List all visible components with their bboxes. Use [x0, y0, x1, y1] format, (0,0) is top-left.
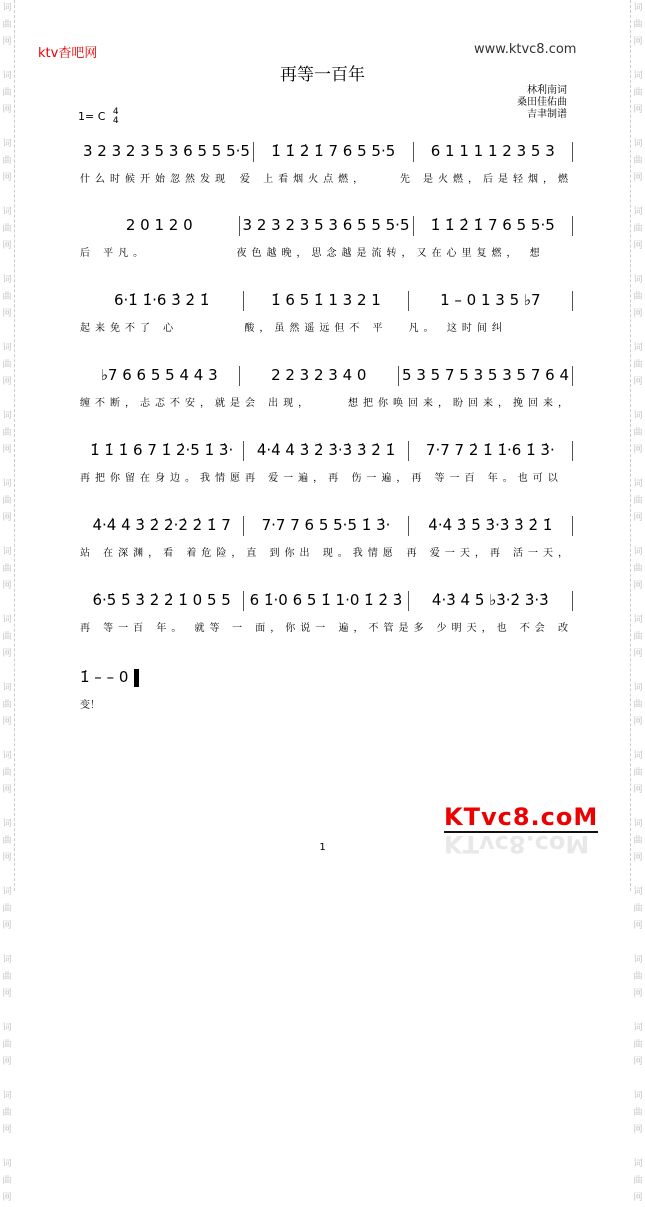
- lyrics-row: [80, 319, 573, 334]
- measure: 1̇ 1̇ 1̇ 6 7 1̇ 2̇·5 1̇ 3̇·: [90, 441, 234, 459]
- barline: [572, 216, 573, 236]
- lyric-segment: 酸，虽然遥远但不 平: [244, 323, 388, 334]
- measure: 1 – 0 1 3 5 ♭7: [440, 291, 541, 309]
- measure: 7·7 7 2̇ 1̇ 1̇·6 1̇ 3̇·: [425, 441, 555, 459]
- measure: 2 2 3 2 3 4 0: [271, 366, 367, 384]
- watermark-right: 词 曲 网 词 曲 网 词 曲 网 词 曲 网 词 曲 网 词 曲 网 词 曲 网 词 曲 网 词 曲 网 词 曲 网 词 曲 网 词 曲 网 词 曲 网 词 曲 网 词 曲 网 词 曲 网 词 曲 网 词 曲 网: [630, 0, 645, 891]
- key-signature: [78, 108, 119, 126]
- barline: [572, 366, 573, 386]
- notes-row: [80, 439, 573, 461]
- lyrics-row: [80, 394, 573, 409]
- measure: 1̇ 6 5 1̇ 1 3 2 1: [271, 291, 381, 309]
- lyric-segment: 什么时候开始忽然发现: [80, 174, 230, 185]
- measure: 6 1̇·0 6 5 1̇ 1·0 1̇ 2̇ 3̇: [249, 591, 403, 609]
- notes-row: [80, 514, 573, 536]
- page-number: 1: [319, 842, 326, 853]
- measure: 7·7 7 6 5 5·5 1̇ 3̇·: [261, 516, 391, 534]
- measure: 5 3 5 7 5 3 5 3 5 7 6 4: [402, 366, 570, 384]
- lyric-segment: 就是会 出现，: [215, 398, 314, 409]
- measure: 6̇·5̇ 5̇ 3̇ 2̇ 2̇ 1̇ 0 5 5: [92, 591, 231, 609]
- measure: 6 1 1 1 1 2 3 5 3: [430, 142, 555, 160]
- measure: 4̇·4̇ 3̇ 5̇ 3̇·3̇ 3̇ 2̇ 1̇: [428, 516, 553, 534]
- watermark-left: 词 曲 网 词 曲 网 词 曲 网 词 曲 网 词 曲 网 词 曲 网 词 曲 网 词 曲 网 词 曲 网 词 曲 网 词 曲 网 词 曲 网 词 曲 网 词 曲 网 词 曲 网 词 曲 网 词 曲 网 词 曲 网: [0, 0, 15, 891]
- footer-logo-reflection: KTvc8.coM: [444, 830, 590, 858]
- lyrics-row: [80, 544, 573, 559]
- barline: [572, 591, 573, 611]
- barline: [572, 291, 573, 311]
- measure: 2 0 1 2 0: [125, 216, 193, 234]
- time-sig-bottom: 4: [112, 116, 119, 126]
- measure: 4̇·3̇ 4̇ 5̇ ♭3̇·2̇ 3̇·3̇: [431, 591, 549, 609]
- notes-row: [80, 589, 573, 611]
- end-barline: [134, 669, 139, 687]
- measure: ♭7 6 6 5 5 4 4 3: [100, 366, 218, 384]
- final-lyric: 变！: [80, 700, 100, 711]
- lyric-segment: 夜色越晚，思念越是流转，: [236, 248, 417, 259]
- lyric-segment: 直 到你出 现。我情愿: [246, 548, 398, 559]
- measure: 3 2 3 2 3 5 3 6 5 5 5·5: [242, 216, 410, 234]
- lyric-segment: 先 是火燃，后是轻烟，燃: [399, 174, 573, 185]
- lyrics-row: [80, 244, 573, 259]
- measure: 4̇·4̇ 4̇ 3̇ 2̇ 3̇·3̇ 3̇ 2̇ 1̇: [256, 441, 396, 459]
- notes-row: [80, 214, 573, 236]
- credits: [517, 85, 567, 121]
- notes-row: [80, 140, 573, 162]
- lyric-segment: 一 面，你说一 遍，不管是: [232, 623, 414, 634]
- score-line: [80, 514, 573, 559]
- lyric-segment: 再把你留在身边。我情愿: [80, 473, 245, 484]
- lyrics-row: [80, 619, 573, 634]
- lyric-segment: 多 少明天，也 不会 改: [413, 623, 573, 634]
- lyrics-row: [80, 170, 573, 185]
- final-notes: 1̇ – – 0: [80, 668, 129, 686]
- site-url[interactable]: www.ktvc8.com: [474, 42, 577, 57]
- lyric-segment: 站 在深渊，看 着危险，: [80, 548, 247, 559]
- score-line: [80, 589, 573, 634]
- composer: 桑田佳佑曲: [517, 97, 567, 108]
- lyrics-row: [80, 469, 573, 484]
- lyric-segment: 再 爱一天，再 活一天，: [406, 548, 573, 559]
- barline: [572, 516, 573, 536]
- lyric-segment: 爱 上看烟火点燃，: [239, 174, 369, 185]
- measure: 6·1̇ 1̇·6 3̇ 2̇ 1̇: [113, 291, 210, 309]
- score-line: [80, 214, 573, 259]
- time-sig-top: 4: [112, 107, 119, 117]
- barline: [572, 441, 573, 461]
- measure: 3 2 3 2 3 5 3 6 5 5 5·5: [83, 142, 250, 160]
- lyric-segment: 又在心里复燃， 想: [416, 248, 545, 259]
- lyric-segment: 再 等一百 年。 就等: [80, 623, 225, 634]
- measure: 1̇ 1̇ 2̇ 1̇ 7 6 5 5·5: [271, 142, 396, 160]
- key: 1= C: [78, 110, 106, 123]
- transcriber: 吉聿制谱: [527, 109, 567, 120]
- measure: 4̇·4̇ 4̇ 3̇ 2̇ 2̇·2̇ 2̇ 1̇ 7: [92, 516, 231, 534]
- lyricist: 林利南词: [527, 85, 567, 96]
- lyric-segment: 后 平凡。: [80, 248, 149, 259]
- lyric-segment: 起来免不了 心: [80, 323, 179, 334]
- footer-logo: KTvc8.coM: [444, 803, 599, 831]
- notes-row: [80, 289, 573, 311]
- lyric-segment: 缠不断，忐忑不安，: [80, 398, 215, 409]
- lyric-segment: 凡。 这时间纠: [408, 323, 507, 334]
- notes-row: [80, 364, 573, 386]
- measure: 1̇ 1̇ 2̇ 1̇ 7 6 5 5·5: [430, 216, 555, 234]
- lyric-segment: 想把你唤回来，盼回来，挽回来，: [348, 398, 573, 409]
- site-logo[interactable]: ktv杳吧网: [38, 46, 98, 61]
- score-line: [80, 439, 573, 484]
- score-line: [80, 364, 573, 409]
- time-signature: [113, 108, 119, 126]
- score-line: [80, 289, 573, 334]
- barline: [572, 142, 573, 162]
- final-measure: [80, 668, 139, 687]
- song-title: 再等一百年: [280, 65, 365, 85]
- lyric-segment: 再 等一百 年。也可以: [411, 473, 563, 484]
- score-line: [80, 140, 573, 185]
- lyric-segment: 再 爱一遍，再 伤一遍，: [245, 473, 412, 484]
